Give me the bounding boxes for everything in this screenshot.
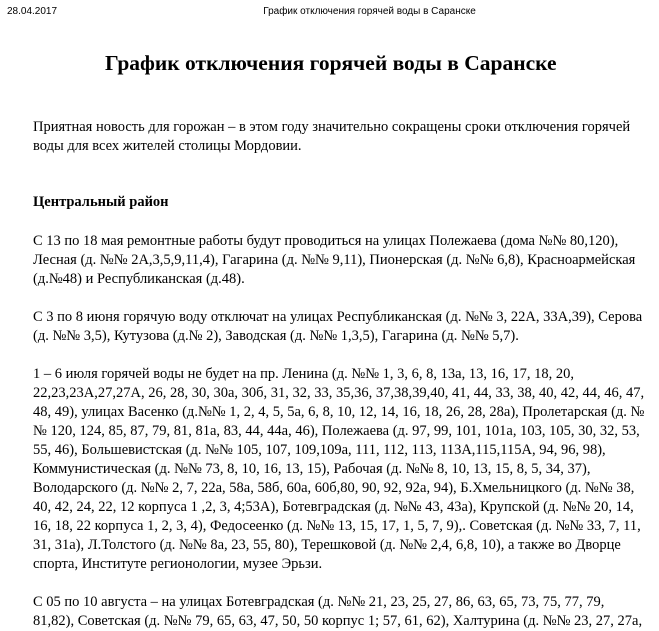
- print-header: [7, 6, 652, 20]
- district-heading: Центральный район: [33, 194, 169, 210]
- article-title: График отключения горячей воды в Саранске: [105, 51, 557, 75]
- schedule-paragraph-may: С 13 по 18 мая ремонтные работы будут проводиться на улицах Полежаева (дома №№ 80,120), Лесная (д. №№ 2А,3,5,9,11,4), Гагарина (д. №№ 9,11), Пионерская (д. №№ 6,8), Красноармейская (д.№48) и Республиканская (д.48).: [33, 233, 636, 287]
- print-page-title: График отключения горячей воды в Саранске: [263, 6, 476, 17]
- schedule-paragraph-august: С 05 по 10 августа – на улицах Ботевградская (д. №№ 21, 23, 25, 27, 86, 63, 65, 73, 75, 77, 79, 81,82), Советская (д. №№ 79, 65, 63, 47, 50, 50 корпус 1; 57, 61, 62), Халтурина (д. №№ 23, 27, 27а,: [33, 594, 643, 629]
- article-intro: Приятная новость для горожан – в этом году значительно сокращены сроки отключения горячей воды для всех жителей столицы Мордовии.: [33, 119, 631, 154]
- schedule-paragraph-july: 1 – 6 июля горячей воды не будет на пр. Ленина (д. №№ 1, 3, 6, 8, 13а, 13, 16, 17, 18, 20, 22,23,23А,27,27А, 26, 28, 30, 30а, 30б, 31, 32, 33, 35,36, 37,38,39,40, 41, 44, 33, 38, 40, 42, 44, 46, 47, 48, 49), улицах Васенко (д.№№ 1, 2, 4, 5, 5а, 6, 8, 10, 12, 14, 16, 18, 26, 28, 28а), Пролетарская (д. №№ 120, 124, 85, 87, 79, 81, 81а, 83, 44, 44а, 46), Полежаева (д. 97, 99, 101, 101а, 103, 105, 30, 32, 53, 55, 46), Большевистская (д. №№ 105, 107, 109,109а, 111, 112, 113, 113А,115,115А, 94, 96, 98), Коммунистическая (д. №№ 73, 8, 10, 16, 13, 15), Рабочая (д. №№ 8, 10, 13, 15, 8, 5, 34, 37), Володарского (д. №№ 2, 7, 22а, 58а, 58б, 60а, 60б,80, 90, 92, 92а, 94), Б.Хмельницкого (д. №№ 38, 40, 42, 24, 22, 12 корпуса 1 ,2, 3, 4;53А), Ботевградская (д. №№ 43, 43а), Крупской (д. №№ 20, 14, 16, 18, 22 корпуса 1, 2, 3, 4), Федосеенко (д. №№ 13, 15, 17, 1, 5, 7, 9),. Советская (д. №№ 33, 7, 11, 31, 31а), Л.Толстого (д. №№ 8а, 23, 55, 80), Терешковой (д. №№ 2,4, 6,8, 10), а также во Дворце спорта, Институте регионологии, музее Эрьзи.: [33, 366, 645, 572]
- schedule-paragraph-june: С 3 по 8 июня горячую воду отключат на улицах Республиканская (д. №№ 3, 22А, 33А,39), Серова (д. №№ 3,5), Кутузова (д.№ 2), Заводская (д. №№ 1,3,5), Гагарина (д. №№ 5,7).: [33, 309, 643, 344]
- article: [33, 48, 645, 631]
- print-date: 28.04.2017: [7, 6, 58, 17]
